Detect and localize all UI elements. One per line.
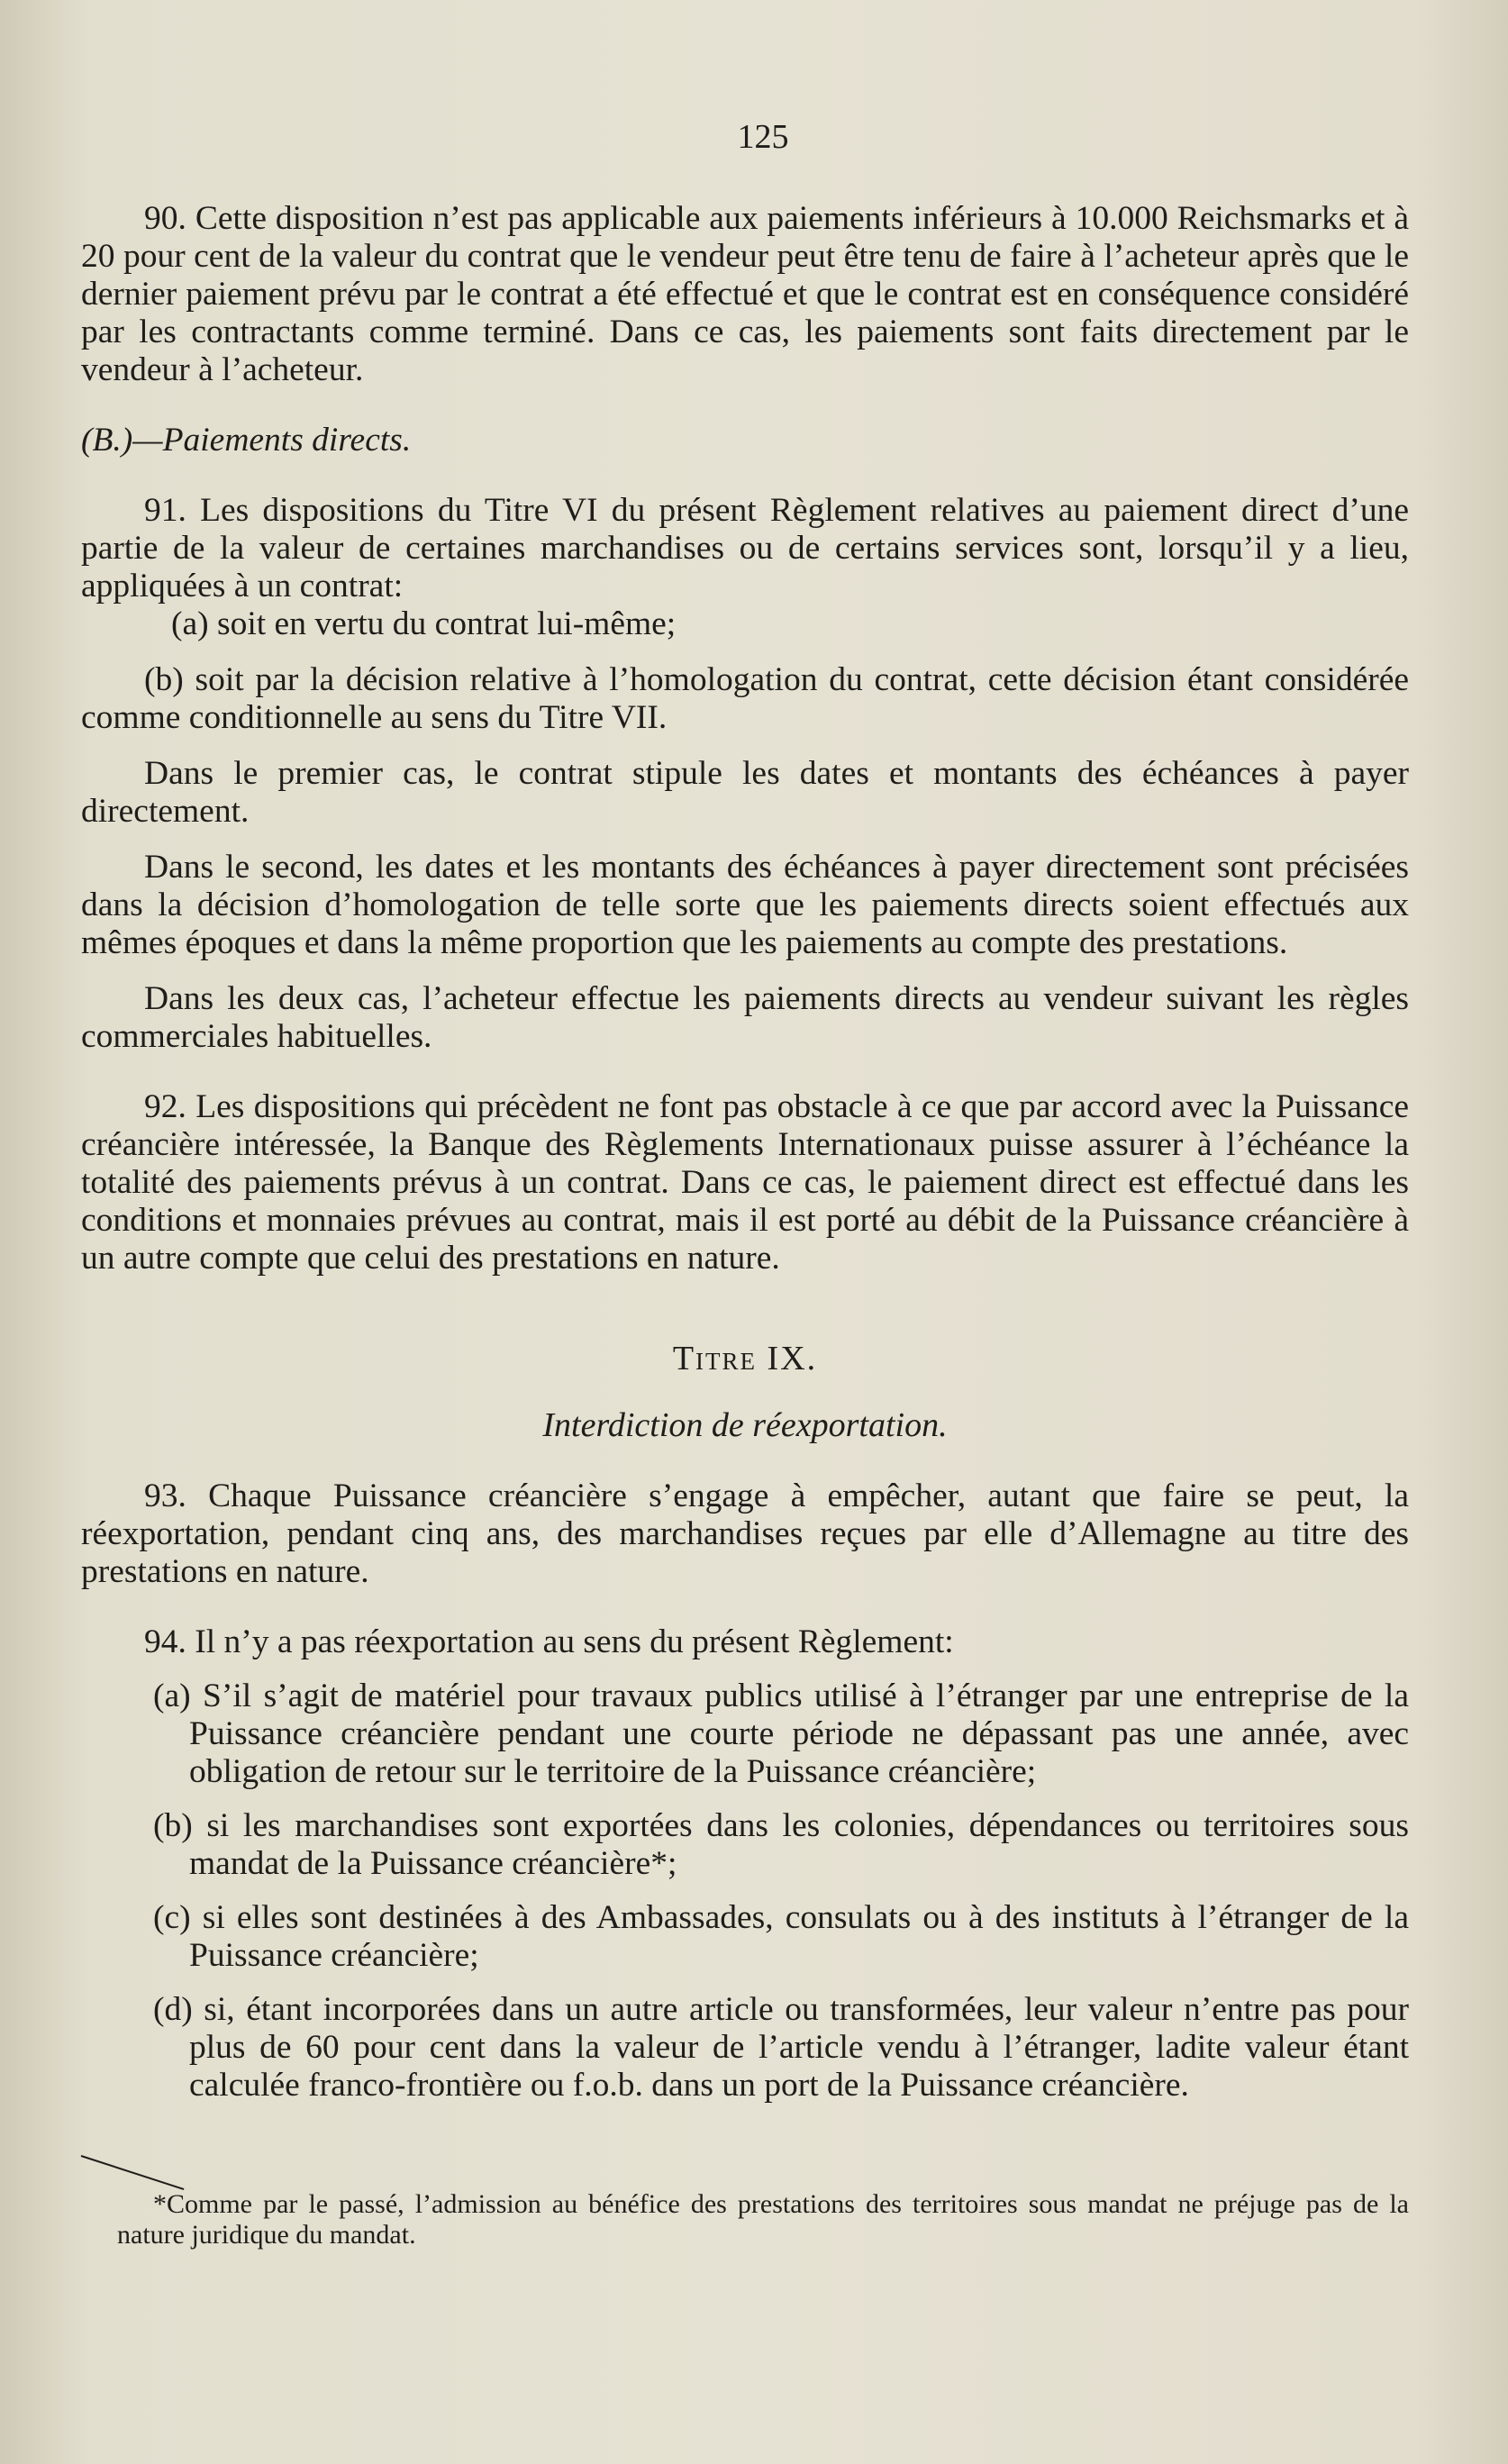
paragraph-94-b: (b) si les marchandises sont exportées dans les colonies, dépendances ou territoires sous mandat de la Puissance créancière*;: [153, 1807, 1409, 1882]
paragraph-91-d: Dans le second, les dates et les montants des échéances à payer directement sont précisées dans la décision d’homologation de telle sorte que les paiements directs soient effectués aux mêmes époques et dans la même proportion que les paiements au compte des prestations.: [81, 849, 1409, 961]
paragraph-90: 90. Cette disposition n’est pas applicable aux paiements inférieurs à 10.000 Reichsmarks et à 20 pour cent de la valeur du contrat que le vendeur peut être tenu de faire à l’acheteur après que le dernier paiement prévu par le contrat a été effectué et que le contrat est en conséquence considéré par les contractants comme terminé. Dans ce cas, les paiements sont faits directement par le vendeur à l’acheteur.: [81, 200, 1409, 388]
paragraph-92: 92. Les dispositions qui précèdent ne font pas obstacle à ce que par accord avec la Puissance créancière intéressée, la Banque des Règlements Internationaux puisse assurer à l’échéance la totalité des paiements prévus à un contrat. Dans ce cas, le paiement direct est effectué dans les conditions et monnaies prévues au contrat, mais il est porté au débit de la Puissance créancière à un autre compte que celui des prestations en nature.: [81, 1088, 1409, 1277]
paragraph-91: 91. Les dispositions du Titre VI du présent Règlement relatives au paiement direct d’une partie de la valeur de certaines marchandises ou de certains services sont, lorsqu’il y a lieu, appliquées à un contrat:: [81, 492, 1409, 605]
paragraph-91-b: (b) soit par la décision relative à l’homologation du contrat, cette décision étant considérée comme conditionnelle au sens du Titre VII.: [81, 661, 1409, 736]
footnote-divider: [81, 2155, 185, 2190]
paragraph-94-c: (c) si elles sont destinées à des Ambassades, consulats ou à des instituts à l’étranger de la Puissance créancière;: [153, 1899, 1409, 1974]
paragraph-94-a: (a) S’il s’agit de matériel pour travaux publics utilisé à l’étranger par une entreprise de la Puissance créancière pendant une courte période ne dépassant pas une année, avec obligation de retour sur le territoire de la Puissance créancière;: [153, 1678, 1409, 1790]
title-ix: Titre IX.: [672, 1340, 818, 1377]
paragraph-91-e: Dans les deux cas, l’acheteur effectue les paiements directs au vendeur suivant les règles commerciales habituelles.: [81, 980, 1409, 1055]
page-number: 125: [737, 118, 789, 156]
paragraph-91-c: Dans le premier cas, le contrat stipule les dates et montants des échéances à payer directement.: [81, 755, 1409, 830]
paragraph-93: 93. Chaque Puissance créancière s’engage à empêcher, autant que faire se peut, la réexportation, pendant cinq ans, des marchandises reçues par elle d’Allemagne au titre des prestations en nature.: [81, 1477, 1409, 1590]
paragraph-94-d: (d) si, étant incorporées dans un autre article ou transformées, leur valeur n’entre pas pour plus de 60 pour cent dans la valeur de l’article vendu à l’étranger, ladite valeur étant calculée franco-frontière ou f.o.b. dans un port de la Puissance créancière.: [153, 1991, 1409, 2104]
paragraph-94: 94. Il n’y a pas réexportation au sens du présent Règlement:: [144, 1623, 954, 1660]
section-heading-b: (B.)—Paiements directs.: [81, 422, 412, 459]
title-ix-subtitle: Interdiction de réexportation.: [542, 1406, 948, 1444]
paragraph-91-a: (a) soit en vertu du contrat lui-même;: [171, 605, 677, 642]
footnote: *Comme par le passé, l’admission au bénéfice des prestations des territoires sous mandat ne préjuge pas de la nature juridique du mandat.: [117, 2189, 1409, 2250]
